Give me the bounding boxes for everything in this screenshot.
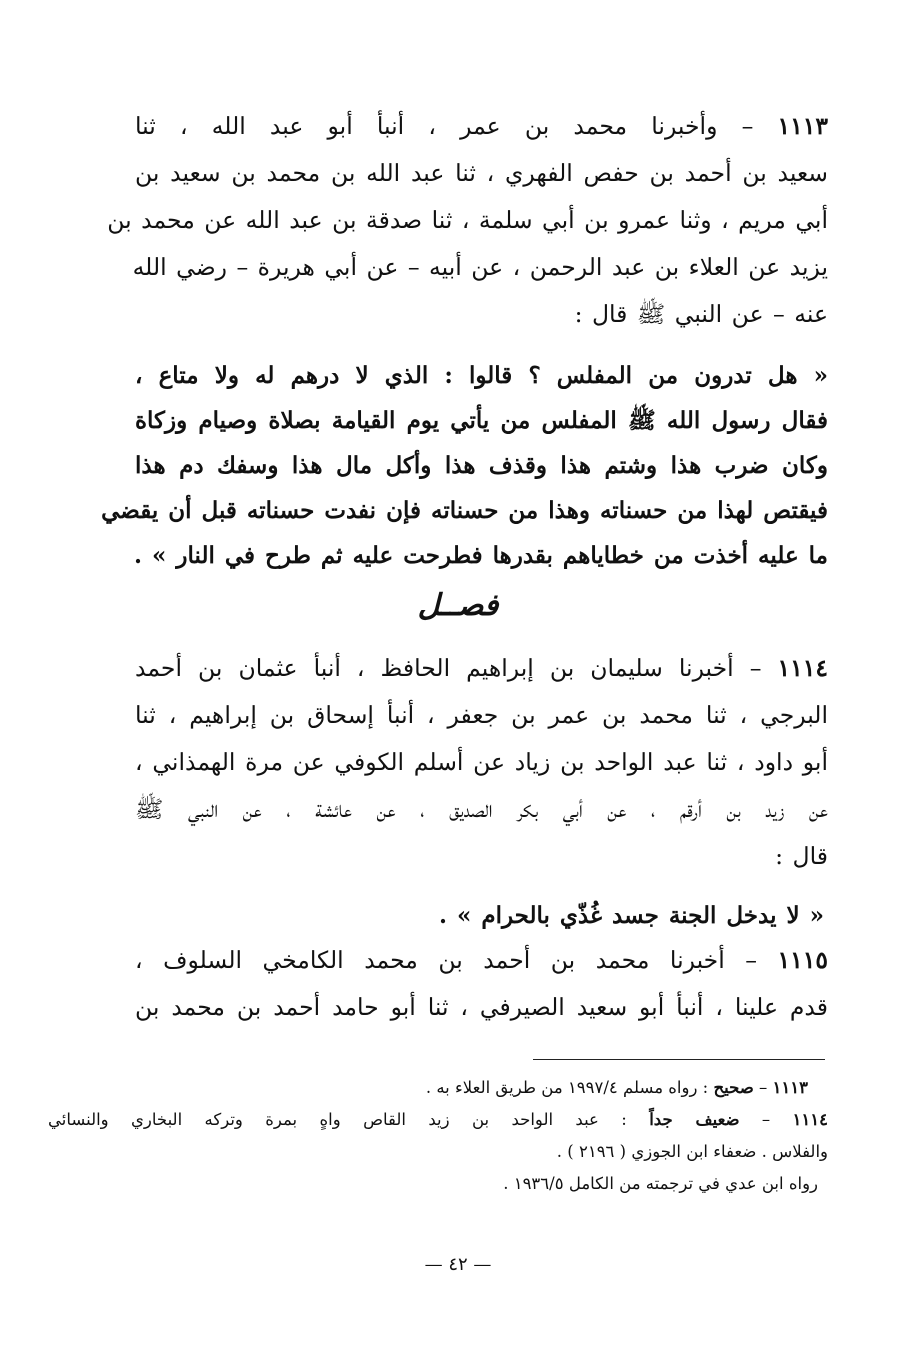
hadith-line: فقال رسول الله ﷺ المفلس من يأتي يوم القيامة بصلاة وصيام وزكاة [135,407,828,434]
footnote-grade: ضعيف جداً [649,1110,740,1129]
hadith-line: وكان ضرب هذا وشتم هذا وقذف هذا وأكل مال هذا وسفك دم هذا [135,452,828,479]
text-line: يزيد عن العلاء بن عبد الرحمن ، عن أبيه – عن أبي هريرة – رضي الله [132,253,828,281]
footnote-number: ١١١٤ [792,1110,828,1129]
footnote-divider [533,1059,825,1060]
section-heading: فصــل [417,588,499,623]
hadith-text-1 [101,353,828,578]
text-line: أبو داود ، ثنا عبد الواحد بن زياد عن أسلم الكوفي عن مرة الهمذاني ، [135,748,828,776]
page-number: — ٤٢ — [424,1254,492,1275]
footnote-continuation: والفلاس . ضعفاء ابن الجوزي ( ٢١٩٦ ) . [556,1142,828,1161]
entry-number: ١١١٣ [777,112,828,140]
text-line: أبي مريم ، وثنا عمرو بن أبي سلمة ، ثنا صدقة بن عبد الله عن محمد بن [107,206,828,234]
text-line: ١١١٥ – أخبرنا محمد بن أحمد بن محمد الكامخي السلوف ، [135,946,828,974]
entry-number: ١١١٤ [777,654,828,682]
footnotes [48,1072,828,1200]
text-line: سعيد بن أحمد بن حفص الفهري ، ثنا عبد الله بن محمد بن سعيد بن [135,159,828,187]
hadith-line: فيقتص لهذا من حسناته وهذا من حسناته فإن نفدت حسناته قبل أن يقضي [101,497,828,524]
footnote-grade: صحيح [713,1078,754,1097]
entry-1113 [107,103,828,338]
text-line: ١١١٣ – وأخبرنا محمد بن عمر ، أنبأ أبو عبد الله ، ثنا [135,112,828,140]
text-line: عن زيد بن أرقم ، عن أبي بكر الصديق ، عن عائشة ، عن النبي ﷺ [135,795,828,823]
entry-1114 [135,645,828,880]
footnote-1113: ١١١٣ – صحيح : رواه مسلم ١٩٩٧/٤ من طريق العلاء به . [425,1078,808,1097]
hadith-text-2 [135,895,828,937]
footnote-number: ١١١٣ [772,1078,808,1097]
text-line: ١١١٤ – أخبرنا سليمان بن إبراهيم الحافظ ، أنبأ عثمان بن أحمد [135,654,828,682]
footnote-continuation: رواه ابن عدي في ترجمته من الكامل ١٩٣٦/٥ . [503,1174,818,1193]
footnote-1114: ١١١٤ – ضعيف جداً : عبد الواحد بن زيد القاص واهٍ بمرة وتركه البخاري والنسائي [48,1110,828,1129]
hadith-line: ما عليه أخذت من خطاياهم بقدرها فطرحت عليه ثم طرح في النار » . [134,542,828,569]
text-line: عنه – عن النبي ﷺ قال : [574,300,828,328]
entry-number: ١١١٥ [777,946,828,974]
text-line: قال : [775,842,828,870]
hadith-line: « هل تدرون من المفلس ؟ قالوا : الذي لا درهم له ولا متاع ، [135,362,828,389]
entry-1115 [135,937,828,1031]
text-line: قدم علينا ، أنبأ أبو سعيد الصيرفي ، ثنا أبو حامد أحمد بن محمد بن [135,993,828,1021]
text-line: البرجي ، ثنا محمد بن عمر بن جعفر ، أنبأ إسحاق بن إبراهيم ، ثنا [135,701,828,729]
hadith-line: « لا يدخل الجنة جسد غُذّي بالحرام » . [438,902,824,929]
